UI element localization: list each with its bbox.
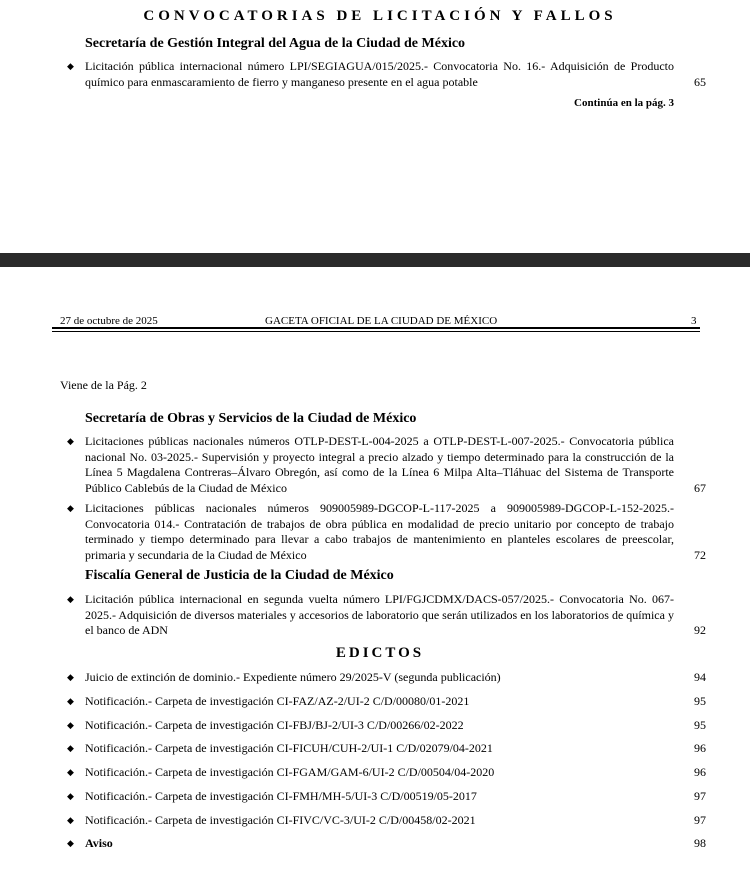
entry-page-number: 67 bbox=[694, 480, 706, 495]
entry-page-number: 97 bbox=[694, 789, 706, 803]
entry-page-number: 95 bbox=[694, 694, 706, 708]
header-page-number: 3 bbox=[691, 315, 697, 327]
edicto-entry[interactable] bbox=[67, 741, 712, 757]
entry-page-number: 65 bbox=[694, 74, 706, 89]
continues-note: Continúa en la pág. 3 bbox=[574, 97, 674, 109]
bullet-icon: ◆ bbox=[67, 436, 74, 446]
edicto-entry[interactable] bbox=[67, 694, 712, 710]
edicto-entry[interactable] bbox=[67, 718, 712, 734]
toc-entry[interactable] bbox=[67, 59, 712, 90]
org-heading-fiscalia: Fiscalía General de Justicia de la Ciudad de México bbox=[85, 568, 394, 583]
bullet-icon: ◆ bbox=[67, 767, 74, 777]
bullet-icon: ◆ bbox=[67, 672, 74, 682]
entry-page-number: 97 bbox=[694, 813, 706, 827]
bullet-icon: ◆ bbox=[67, 815, 74, 825]
entry-text: Licitación pública internacional en segunda vuelta número LPI/FGJCDMX/DACS-057/2025.- Convocatoria No. 067-2025.- Adquisición de diversos materiales y accesorios de laboratorio que serán utilizados en los laboratorios de química y el banco de ADN bbox=[85, 592, 674, 637]
bullet-icon: ◆ bbox=[67, 791, 74, 801]
bullet-icon: ◆ bbox=[67, 838, 74, 848]
org-heading-segiagua: Secretaría de Gestión Integral del Agua de la Ciudad de México bbox=[85, 36, 466, 51]
header-title: GACETA OFICIAL DE LA CIUDAD DE MÉXICO bbox=[265, 315, 498, 327]
entry-text: Licitaciones públicas nacionales números 909005989-DGCOP-L-117-2025 a 909005989-DGCOP-L-152-2025.- Convocatoria 014.- Contratación de trabajos de obra pública en modalidad de precio unitario por concepto de trabajo terminado y tiempo determinado para llevar a cabo trabajos de mantenimiento en planteles escolares de preescolar, primaria y secundaria de la Ciudad de México bbox=[85, 501, 674, 562]
comes-from-note: Viene de la Pág. 2 bbox=[60, 378, 147, 392]
bullet-icon: ◆ bbox=[67, 743, 74, 753]
bullet-icon: ◆ bbox=[67, 720, 74, 730]
entry-text: Notificación.- Carpeta de investigación CI-FAZ/AZ-2/UI-2 C/D/00080/01-2021 bbox=[85, 694, 470, 708]
entry-text: Licitación pública internacional número LPI/SEGIAGUA/015/2025.- Convocatoria No. 16.- Adquisición de Producto químico para enmascaramiento de fierro y manganeso presente en el agua potable bbox=[85, 59, 674, 89]
edicto-entry[interactable] bbox=[67, 765, 712, 781]
header-rule bbox=[52, 327, 700, 329]
entry-text: Notificación.- Carpeta de investigación CI-FMH/MH-5/UI-3 C/D/00519/05-2017 bbox=[85, 789, 477, 803]
entry-text: Notificación.- Carpeta de investigación CI-FBJ/BJ-2/UI-3 C/D/00266/02-2022 bbox=[85, 718, 464, 732]
header-date: 27 de octubre de 2025 bbox=[60, 315, 158, 327]
header-rule-thin bbox=[52, 331, 700, 332]
edicto-entry[interactable] bbox=[67, 836, 712, 852]
section-title-convocatorias: CONVOCATORIAS DE LICITACIÓN Y FALLOS bbox=[143, 8, 617, 24]
entry-page-number: 95 bbox=[694, 718, 706, 732]
entry-text: Aviso bbox=[85, 836, 113, 850]
entry-page-number: 96 bbox=[694, 765, 706, 779]
bullet-icon: ◆ bbox=[67, 503, 74, 513]
entry-text: Notificación.- Carpeta de investigación CI-FICUH/CUH-2/UI-1 C/D/02079/04-2021 bbox=[85, 741, 493, 755]
entry-page-number: 92 bbox=[694, 623, 706, 637]
edicto-entry[interactable] bbox=[67, 789, 712, 805]
entry-text: Juicio de extinción de dominio.- Expediente número 29/2025-V (segunda publicación) bbox=[85, 670, 501, 684]
org-heading-obras: Secretaría de Obras y Servicios de la Ciudad de México bbox=[85, 411, 417, 426]
bullet-icon: ◆ bbox=[67, 696, 74, 706]
entry-page-number: 98 bbox=[694, 836, 706, 850]
entry-text: Licitaciones públicas nacionales números OTLP-DEST-L-004-2025 a OTLP-DEST-L-007-2025.- Convocatoria pública nacional No. 03-2025.- Supervisión y proyecto integral a precio alzado y tiempo determinado para la construcción de la Línea 5 Magdalena Contreras–Álvaro Obregón, así como de la Línea 6 Milpa Alta–Tláhuac del Sistema de Transporte Público Cablebús de la Ciudad de México bbox=[85, 434, 674, 495]
entry-page-number: 94 bbox=[694, 670, 706, 684]
entry-text: Notificación.- Carpeta de investigación CI-FIVC/VC-3/UI-2 C/D/00458/02-2021 bbox=[85, 813, 476, 827]
edicto-entry[interactable] bbox=[67, 670, 712, 686]
toc-entry[interactable] bbox=[67, 501, 712, 563]
bullet-icon: ◆ bbox=[67, 61, 74, 71]
entry-page-number: 96 bbox=[694, 741, 706, 755]
bullet-icon: ◆ bbox=[67, 594, 74, 604]
page-divider bbox=[0, 253, 750, 267]
toc-entry[interactable] bbox=[67, 434, 712, 496]
edicto-entry[interactable] bbox=[67, 813, 712, 829]
toc-entry[interactable] bbox=[67, 592, 712, 639]
entry-text: Notificación.- Carpeta de investigación CI-FGAM/GAM-6/UI-2 C/D/00504/04-2020 bbox=[85, 765, 495, 779]
entry-page-number: 72 bbox=[694, 547, 706, 562]
section-title-edictos: EDICTOS bbox=[335, 645, 425, 661]
